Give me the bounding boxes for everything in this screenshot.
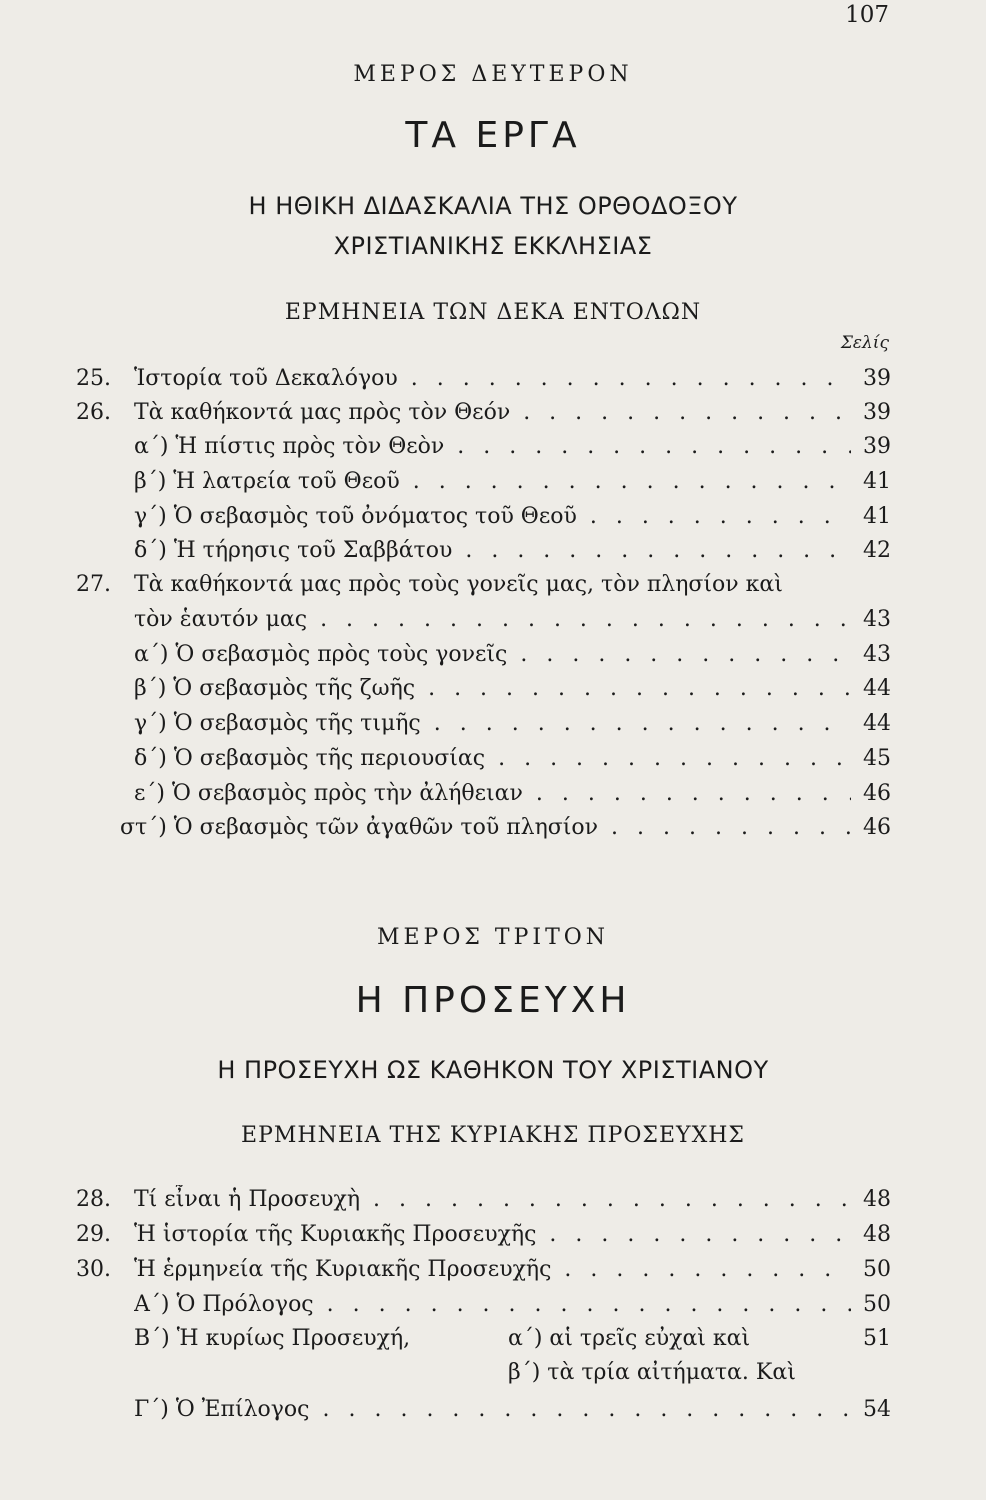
toc-entry xyxy=(76,779,891,809)
entry-page: 44 xyxy=(851,709,891,739)
toc-entry xyxy=(76,1220,891,1250)
entry-title: Τί εἶναι ἡ Προσευχὴ . . . xyxy=(134,1185,851,1215)
entry-title: Ἡ ἱστορία τῆς Κυριακῆς Προσευχῆς . . . xyxy=(134,1220,851,1250)
part-three-title: Η ΠΡΟΣΕΥΧΗ xyxy=(355,980,631,1021)
entry-title: τὸν ἑαυτόν μας . . . xyxy=(134,605,851,635)
page-column-label: Σελίς xyxy=(840,333,889,353)
toc-entry xyxy=(76,1290,891,1320)
entry-number: 26. xyxy=(76,400,111,425)
entry-number: 27. xyxy=(76,572,111,597)
entry-page: 41 xyxy=(851,467,891,497)
entry-title: Γ΄) Ὁ Ἐπίλογος . . . xyxy=(134,1395,851,1425)
entry-page: 46 xyxy=(851,813,891,843)
entry-number: 28. xyxy=(76,1187,111,1212)
entry-page: 39 xyxy=(851,398,891,428)
entry-page: 43 xyxy=(851,605,891,635)
entry-page: 44 xyxy=(851,674,891,704)
part-two-subtitle-line2: ΧΡΙΣΤΙΑΝΙΚΗΣ ΕΚΚΛΗΣΙΑΣ xyxy=(333,232,653,260)
toc-entry xyxy=(76,674,891,704)
toc-entry xyxy=(76,467,891,497)
entry-continuation: α΄) αἱ τρεῖς εὐχαὶ καὶ xyxy=(508,1326,751,1351)
toc-entry xyxy=(76,536,891,566)
toc-entry xyxy=(76,813,891,843)
entry-page: 51 xyxy=(851,1324,891,1354)
entry-page: 39 xyxy=(851,432,891,462)
part-three-section-heading: ΕΡΜΗΝΕΙΑ ΤΗΣ ΚΥΡΙΑΚΗΣ ΠΡΟΣΕΥΧΗΣ xyxy=(241,1123,745,1148)
entry-title: β΄) Ὁ σεβασμὸς τῆς ζωῆς . . . xyxy=(134,674,851,704)
entry-title: δ΄) Ὁ σεβασμὸς τῆς περιουσίας . . . xyxy=(134,744,851,774)
toc-entry xyxy=(76,364,891,394)
entry-page: 46 xyxy=(851,779,891,809)
toc-entry xyxy=(76,502,891,532)
entry-title: α΄) Ἡ πίστις πρὸς τὸν Θεὸν . . . xyxy=(134,432,851,462)
entry-title: α΄) Ὁ σεβασμὸς πρὸς τοὺς γονεῖς . . . xyxy=(134,640,851,670)
toc-entry-continuation xyxy=(76,1358,891,1388)
entry-page: 43 xyxy=(851,640,891,670)
part-two-title: ΤΑ ΕΡΓΑ xyxy=(405,115,581,156)
entry-title: γ΄) Ὁ σεβασμὸς τῆς τιμῆς . . . xyxy=(134,709,851,739)
entry-page: 48 xyxy=(851,1220,891,1250)
toc-entry xyxy=(76,744,891,774)
entry-page: 54 xyxy=(851,1395,891,1425)
entry-title: Τὰ καθήκοντά μας πρὸς τοὺς γονεῖς μας, τὸν πλησίον καὶ xyxy=(134,572,783,597)
entry-title: Α΄) Ὁ Πρόλογος . . . xyxy=(134,1290,851,1320)
toc-entry xyxy=(76,640,891,670)
entry-number: 29. xyxy=(76,1222,111,1247)
toc-entry xyxy=(76,605,891,635)
entry-page: 42 xyxy=(851,536,891,566)
toc-entry xyxy=(76,1255,891,1285)
entry-page: 41 xyxy=(851,502,891,532)
entry-title: β΄) Ἡ λατρεία τοῦ Θεοῦ . . . xyxy=(134,467,851,497)
entry-page: 50 xyxy=(851,1255,891,1285)
entry-title: Β΄) Ἡ κυρίως Προσευχή, xyxy=(134,1326,411,1351)
toc-entry xyxy=(76,432,891,462)
entry-title: Ἱστορία τοῦ Δεκαλόγου . . . xyxy=(134,364,851,394)
entry-continuation: β΄) τὰ τρία αἰτήματα. Καὶ xyxy=(508,1360,796,1385)
entry-number: 30. xyxy=(76,1257,111,1282)
entry-page: 45 xyxy=(851,744,891,774)
toc-entry xyxy=(76,1185,891,1215)
entry-title: Τὰ καθήκοντά μας πρὸς τὸν Θεόν . . . xyxy=(134,398,851,428)
entry-title: γ΄) Ὁ σεβασμὸς τοῦ ὀνόματος τοῦ Θεοῦ . . . xyxy=(134,502,851,532)
entry-page: 48 xyxy=(851,1185,891,1215)
toc-entry xyxy=(76,570,891,600)
entry-title: δ΄) Ἡ τήρησις τοῦ Σαββάτου . . . xyxy=(134,536,851,566)
entry-number: 25. xyxy=(76,366,111,391)
part-two-subtitle-line1: Η ΗΘΙΚΗ ΔΙΔΑΣΚΑΛΙΑ ΤΗΣ ΟΡΘΟΔΟΞΟΥ xyxy=(248,192,738,220)
toc-entry xyxy=(76,1395,891,1425)
part-two-section-heading: ΕΡΜΗΝΕΙΑ ΤΩΝ ΔΕΚΑ ΕΝΤΟΛΩΝ xyxy=(284,300,702,325)
toc-entry xyxy=(76,398,891,428)
toc-entry xyxy=(76,709,891,739)
entry-title: ε΄) Ὁ σεβασμὸς πρὸς τὴν ἀλήθειαν . . . xyxy=(134,779,851,809)
page-number: 107 xyxy=(845,2,889,28)
part-three-subtitle: Η ΠΡΟΣΕΥΧΗ ΩΣ ΚΑΘΗΚΟΝ ΤΟΥ ΧΡΙΣΤΙΑΝΟΥ xyxy=(217,1056,769,1084)
entry-page: 39 xyxy=(851,364,891,394)
part-two-label: ΜΕΡΟΣ ΔΕΥΤΕΡΟΝ xyxy=(353,62,633,87)
entry-title: Ἡ ἑρμηνεία τῆς Κυριακῆς Προσευχῆς . . . xyxy=(134,1255,851,1285)
toc-entry xyxy=(76,1324,891,1354)
part-three-label: ΜΕΡΟΣ ΤΡΙΤΟΝ xyxy=(376,925,610,950)
entry-page: 50 xyxy=(851,1290,891,1320)
entry-title: στ΄) Ὁ σεβασμὸς τῶν ἀγαθῶν τοῦ πλησίον . . . xyxy=(120,813,851,843)
